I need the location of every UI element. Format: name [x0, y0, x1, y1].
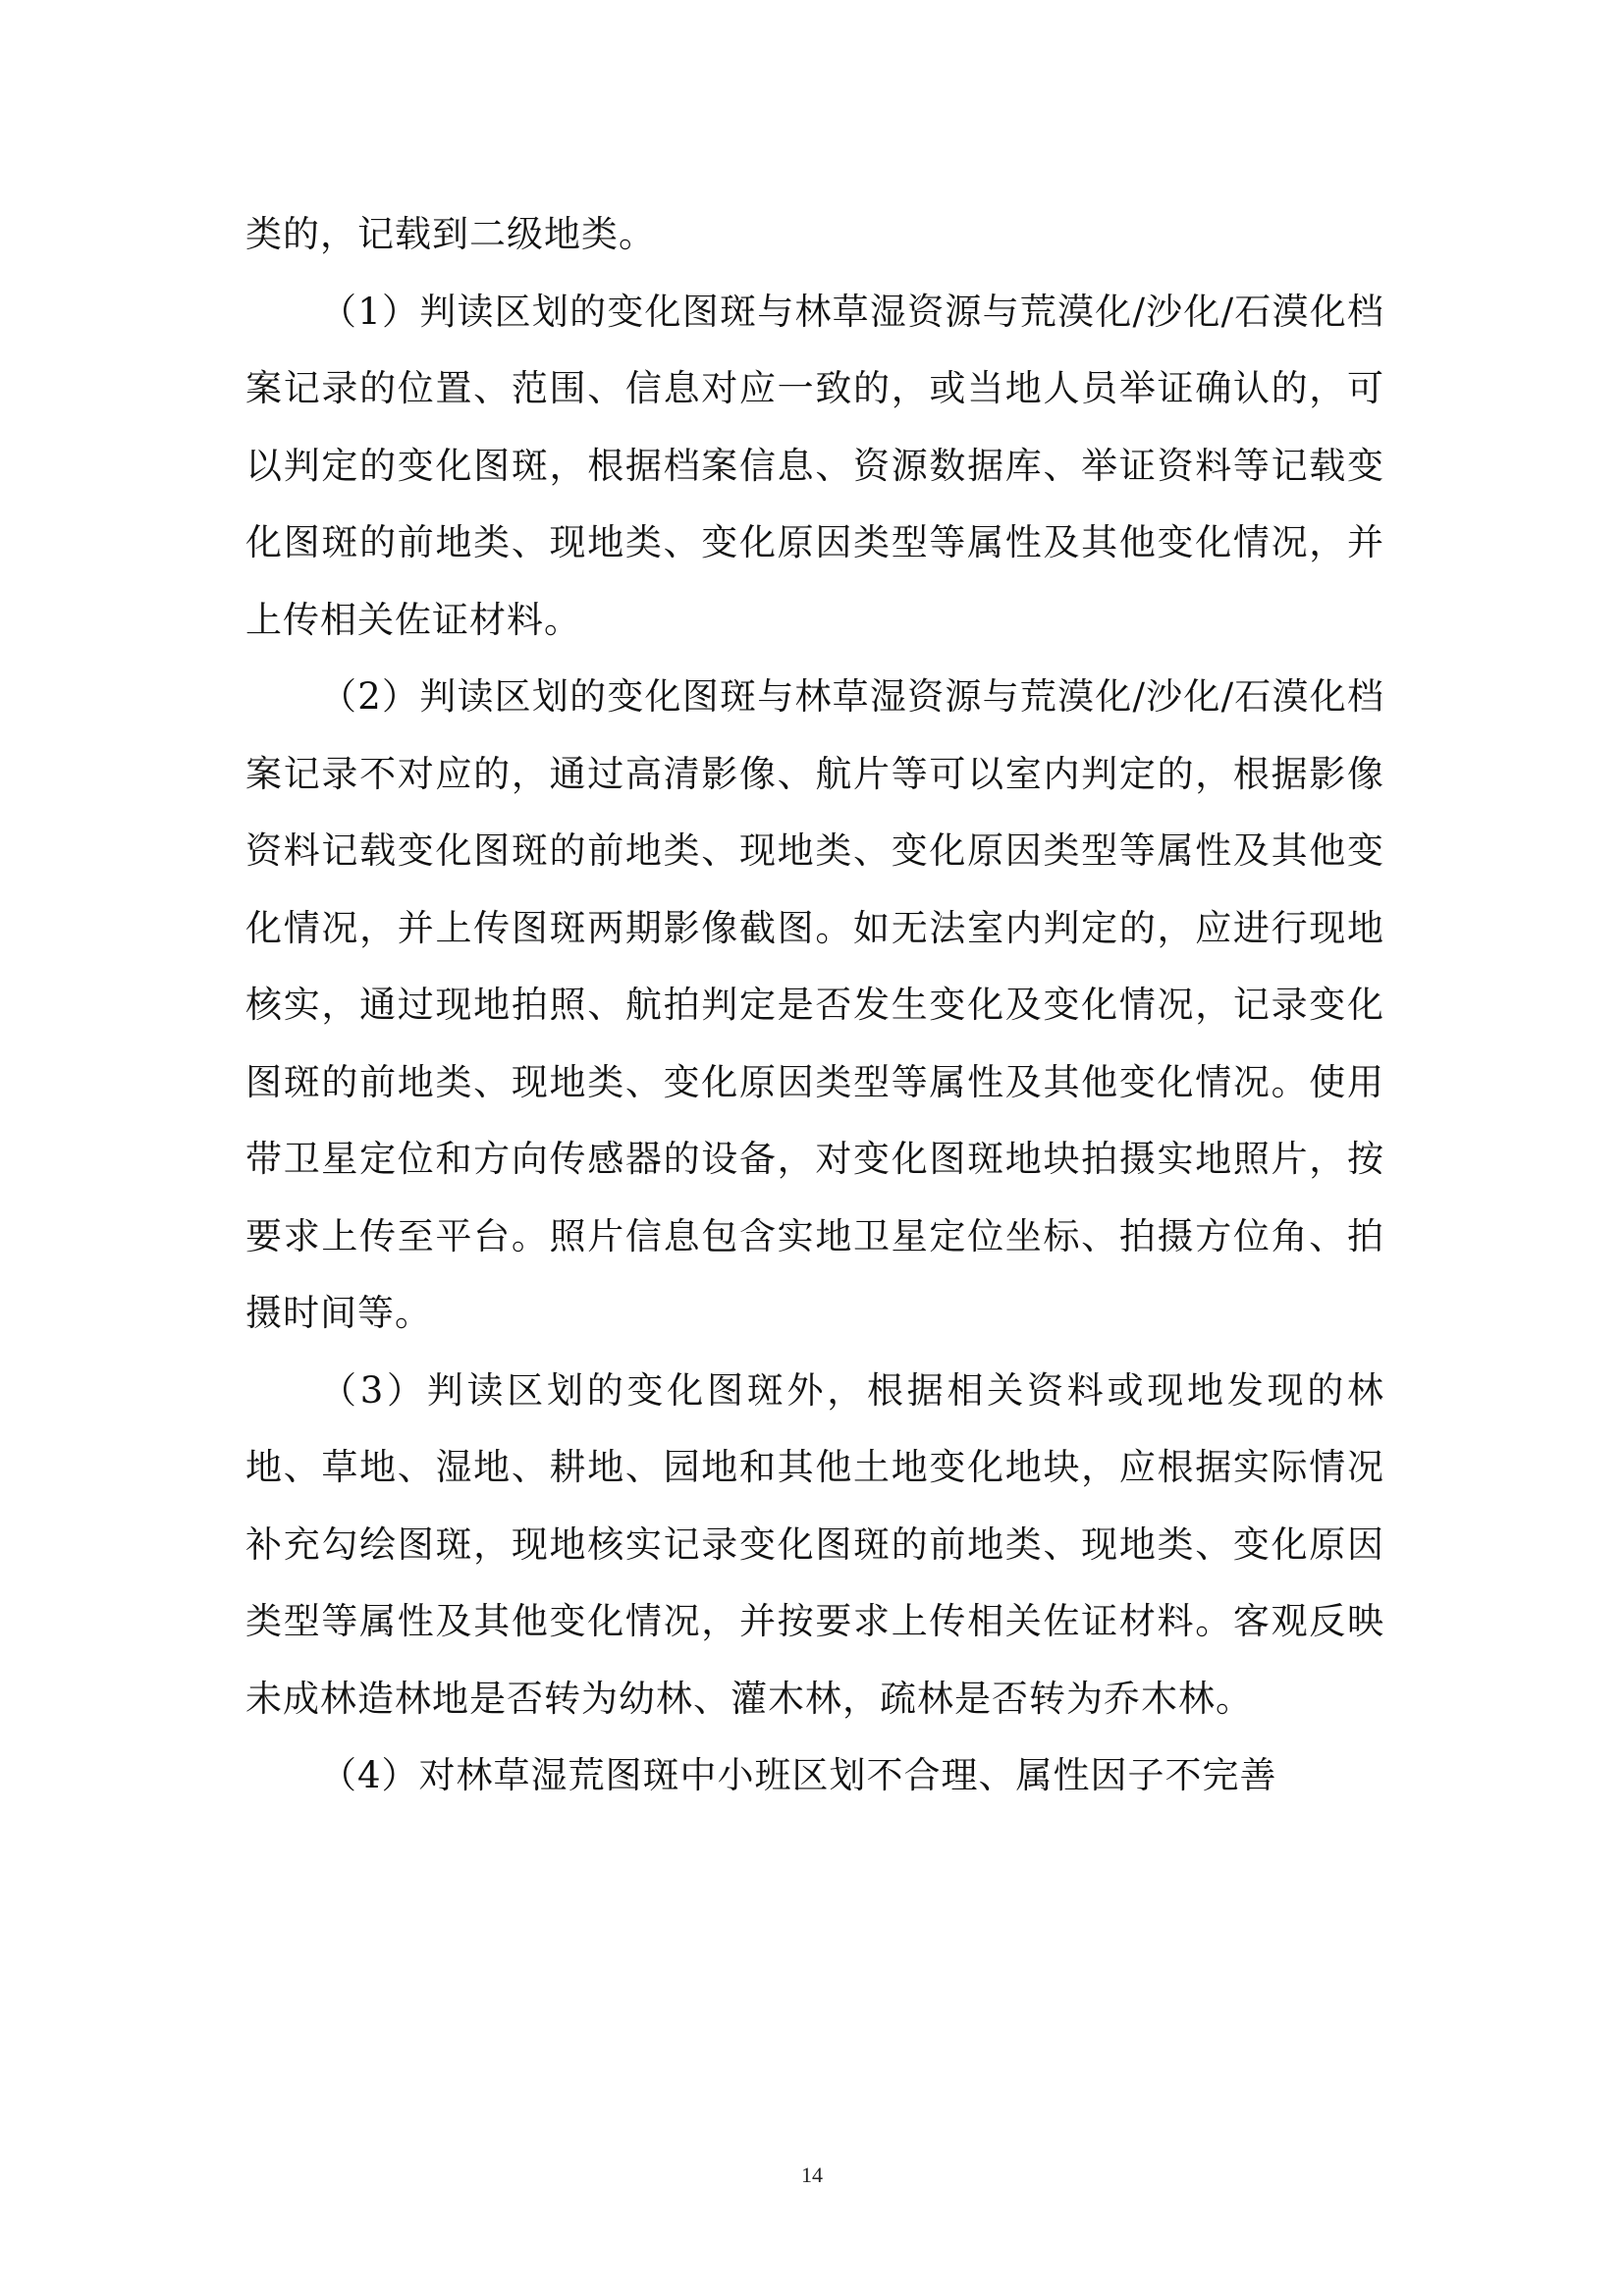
page-number: 14 [801, 2163, 823, 2187]
paragraph-continuation: 类的，记载到二级地类。 [245, 213, 656, 255]
paragraph-item-2: （2）判读区划的变化图斑与林草湿资源与荒漠化/沙化/石漠化档案记录不对应的，通过高清影像、航片等可以室内判定的，根据影像资料记载变化图斑的前地类、现地类、变化原因类型等属性及其他变化情况，并上传图斑两期影像截图。如无法室内判定的，应进行现地核实，通过现地拍照、航拍判定是否发生变化及变化情况，记录变化图斑的前地类、现地类、变化原因类型等属性及其他变化情况。使用带卫星定位和方向传感器的设备，对变化图斑地块拍摄实地照片，按要求上传至平台。照片信息包含实地卫星定位坐标、拍摄方位角、拍摄时间等。 [245, 675, 1384, 1334]
paragraph-item-4: （4）对林草湿荒图斑中小班区划不合理、属性因子不完善 [320, 1754, 1277, 1796]
document-body [245, 196, 1384, 1815]
paragraph-item-3: （3）判读区划的变化图斑外，根据相关资料或现地发现的林地、草地、湿地、耕地、园地和其他土地变化地块，应根据实际情况补充勾绘图斑，现地核实记录变化图斑的前地类、现地类、变化原因类型等属性及其他变化情况，并按要求上传相关佐证材料。客观反映未成林造林地是否转为幼林、灌木林，疏林是否转为乔木林。 [245, 1368, 1384, 1720]
paragraph-item-1: （1）判读区划的变化图斑与林草湿资源与荒漠化/沙化/石漠化档案记录的位置、范围、信息对应一致的，或当地人员举证确认的，可以判定的变化图斑，根据档案信息、资源数据库、举证资料等记载变化图斑的前地类、现地类、变化原因类型等属性及其他变化情况，并上传相关佐证材料。 [245, 290, 1384, 641]
